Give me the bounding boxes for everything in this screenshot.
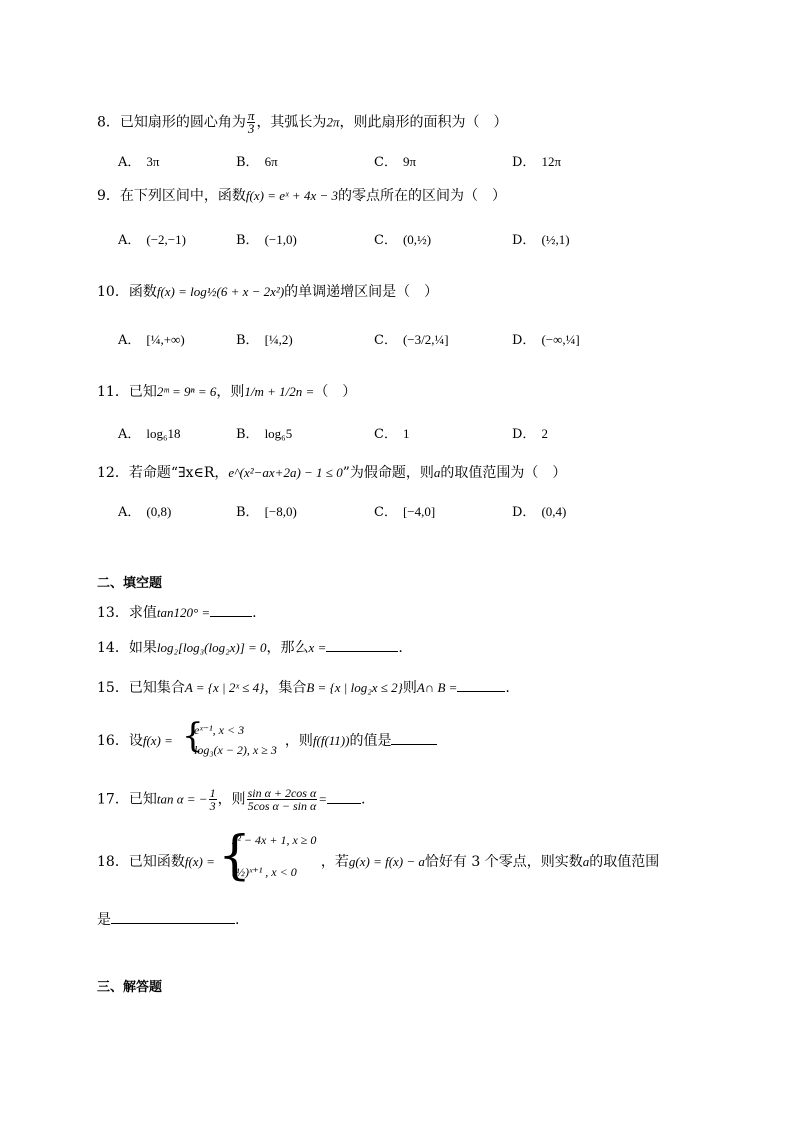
formula: 2ᵐ = 9ⁿ = 6 xyxy=(156,384,217,399)
question-text: 的值是 xyxy=(349,733,392,749)
option-value: log₆5 xyxy=(264,426,293,441)
question-8 xyxy=(97,110,507,135)
option-value: (0,4) xyxy=(541,504,567,519)
question-text: 如果 xyxy=(128,640,157,656)
question-text: ，则 xyxy=(216,384,245,400)
question-18-continued xyxy=(97,910,239,930)
question-text: ，其弧长为 xyxy=(256,114,327,131)
option-d xyxy=(512,502,566,523)
option-label: A． xyxy=(118,233,141,248)
formula: tan α = − xyxy=(156,791,208,807)
option-value: (0,½) xyxy=(402,232,432,247)
question-text: 在下列区间中，函数 xyxy=(119,188,246,204)
option-value: [¼,+∞) xyxy=(146,332,185,347)
formula: log₂[log₃(log₂x)] = 0 xyxy=(156,640,267,655)
option-value: [−4,0] xyxy=(402,504,436,519)
question-number: 17． xyxy=(97,791,129,808)
option-d xyxy=(512,330,580,351)
brace-icon: { xyxy=(182,716,204,756)
question-text: 是 xyxy=(97,912,111,928)
question-number: 16． xyxy=(97,733,129,749)
question-text: 的单调递增区间是（ ） xyxy=(284,284,439,300)
option-value: 1 xyxy=(402,426,410,441)
fraction-denominator: 3 xyxy=(209,799,216,813)
option-label: C． xyxy=(374,427,397,442)
variable: a xyxy=(582,854,590,869)
question-number: 18． xyxy=(97,854,129,870)
question-text: ，则此扇形的面积为（ ） xyxy=(339,114,508,131)
question-18 xyxy=(97,852,659,872)
question-text: 已知 xyxy=(128,384,157,400)
option-value: 6π xyxy=(264,154,278,169)
question-number: 13． xyxy=(97,605,129,621)
question-17 xyxy=(97,787,366,812)
question-text: ，集合 xyxy=(264,680,307,696)
option-c xyxy=(374,152,416,173)
question-text: 则 xyxy=(402,680,417,696)
fraction xyxy=(209,787,217,812)
answer-blank xyxy=(210,604,252,617)
option-value: (0,8) xyxy=(146,504,172,519)
question-number: 15． xyxy=(97,680,129,696)
question-text: 已知集合 xyxy=(128,680,185,696)
question-14 xyxy=(97,638,403,658)
option-value: [−8,0) xyxy=(264,504,297,519)
question-number: 8． xyxy=(97,114,120,131)
question-text: 求值 xyxy=(128,605,157,621)
option-label: C． xyxy=(374,333,397,348)
option-a xyxy=(118,230,186,251)
question-12 xyxy=(97,463,566,483)
option-label: D． xyxy=(512,427,536,442)
formula: A∩ B = xyxy=(416,680,458,695)
section-heading: 二、填空题 xyxy=(97,576,163,591)
question-10 xyxy=(97,282,438,302)
option-label: A． xyxy=(118,333,141,348)
question-text: 设 xyxy=(128,733,143,749)
option-label: B． xyxy=(236,155,259,170)
answer-blank xyxy=(327,791,361,804)
period: . xyxy=(252,605,257,621)
option-value: (−1,0) xyxy=(264,232,297,247)
answer-blank xyxy=(391,732,437,745)
question-number: 14． xyxy=(97,640,129,656)
option-b xyxy=(236,152,278,173)
option-value: [¼,2) xyxy=(264,332,293,347)
option-a xyxy=(118,502,171,523)
brace-icon: { xyxy=(218,826,252,886)
option-c xyxy=(374,502,435,523)
option-label: C． xyxy=(374,505,397,520)
period: . xyxy=(361,791,366,808)
period: . xyxy=(398,640,403,656)
option-value: log₆18 xyxy=(146,426,181,441)
fraction-numerator: 1 xyxy=(209,786,216,800)
question-text: 的取值范围为（ ） xyxy=(440,465,567,481)
question-text: ”为假命题，则 xyxy=(342,465,434,481)
question-text: 恰好有 3 个零点，则实数 xyxy=(424,854,583,870)
formula: 1/m + 1/2n = xyxy=(244,384,315,399)
piecewise-case: x² − 4x + 1, x ≥ 0 xyxy=(232,833,317,847)
question-text: 若命题“∃x∈R， xyxy=(128,465,229,481)
option-c xyxy=(374,230,431,251)
option-c xyxy=(374,424,409,445)
option-label: B． xyxy=(236,233,259,248)
option-a xyxy=(118,152,159,173)
question-text: 已知 xyxy=(128,791,157,808)
option-d xyxy=(512,230,570,251)
option-d xyxy=(512,152,561,173)
question-text: ，若 xyxy=(320,854,349,870)
fraction-denominator: 5cos α − sin α xyxy=(247,799,317,813)
fraction xyxy=(247,110,256,135)
question-15 xyxy=(97,678,510,698)
option-b xyxy=(236,230,297,251)
formula: 2π xyxy=(326,114,340,130)
formula: B = {x | log₂x ≤ 2} xyxy=(306,680,403,695)
option-value: (−∞,¼] xyxy=(541,332,580,347)
option-label: C． xyxy=(374,155,397,170)
equals-sign: = xyxy=(318,791,328,807)
question-9 xyxy=(97,186,506,206)
option-b xyxy=(236,330,293,351)
fraction-numerator: π xyxy=(247,108,255,123)
answer-blank xyxy=(457,679,505,692)
option-value: 9π xyxy=(402,154,417,169)
formula: f(x) = xyxy=(184,854,215,869)
option-label: A． xyxy=(118,155,141,170)
formula: tan120° = xyxy=(156,605,211,620)
option-value: (−3/2,¼] xyxy=(402,332,449,347)
option-label: A． xyxy=(118,505,141,520)
option-value: (½,1) xyxy=(541,232,570,247)
section-heading: 三、解答题 xyxy=(97,980,163,995)
fraction-numerator: sin α + 2cos α xyxy=(247,786,317,800)
formula: f(x) = xyxy=(142,733,173,748)
question-number: 11． xyxy=(97,384,129,400)
option-b xyxy=(236,424,292,445)
option-value: (−2,−1) xyxy=(146,232,186,247)
option-a xyxy=(118,330,185,351)
option-label: D． xyxy=(512,155,536,170)
question-text: ，则 xyxy=(217,791,246,808)
option-label: D． xyxy=(512,333,536,348)
piecewise-case: eˣ⁻¹, x < 3 xyxy=(194,723,245,737)
formula: g(x) = f(x) − a xyxy=(348,854,425,869)
option-label: B． xyxy=(236,333,259,348)
option-b xyxy=(236,502,297,523)
option-c xyxy=(374,330,449,351)
question-text: （ ） xyxy=(314,384,357,400)
question-text: 已知函数 xyxy=(128,854,185,870)
question-13 xyxy=(97,603,257,623)
formula: f(f(11)) xyxy=(312,733,350,748)
option-a xyxy=(118,424,181,445)
formula: A = {x | 2ˣ ≤ 4} xyxy=(184,680,265,695)
option-d xyxy=(512,424,548,445)
option-label: B． xyxy=(236,505,259,520)
period: . xyxy=(505,680,510,696)
piecewise-case: (½)ˣ⁺¹ , x < 0 xyxy=(232,865,297,879)
question-number: 12． xyxy=(97,465,129,481)
formula: f(x) = eˣ + 4x − 3 xyxy=(245,188,338,203)
variable: a xyxy=(433,465,441,480)
formula: e^(x²−ax+2a) − 1 ≤ 0 xyxy=(228,465,343,480)
piecewise-case: log₃(x − 2), x ≥ 3 xyxy=(194,743,277,757)
option-label: D． xyxy=(512,233,536,248)
fraction xyxy=(247,787,318,812)
option-label: B． xyxy=(236,427,259,442)
formula: f(x) = log½(6 + x − 2x²) xyxy=(156,284,285,299)
option-value: 3π xyxy=(146,154,160,169)
option-value: 12π xyxy=(541,154,562,169)
question-text: ，那么 xyxy=(266,640,309,656)
option-label: C． xyxy=(374,233,397,248)
question-11 xyxy=(97,382,356,402)
option-value: 2 xyxy=(541,426,548,441)
question-text: 的取值范围 xyxy=(589,854,660,870)
question-number: 9． xyxy=(97,188,120,204)
period: . xyxy=(235,912,240,928)
answer-blank xyxy=(326,639,398,652)
question-text: 函数 xyxy=(128,284,157,300)
formula: x = xyxy=(308,640,327,655)
fraction-denominator: 3 xyxy=(247,121,255,136)
question-text: ，则 xyxy=(284,733,313,749)
option-label: A． xyxy=(118,427,141,442)
answer-blank xyxy=(111,911,235,924)
question-text: 的零点所在的区间为（ ） xyxy=(338,188,506,204)
question-number: 10． xyxy=(97,284,129,300)
question-text: 已知扇形的圆心角为 xyxy=(119,114,246,131)
option-label: D． xyxy=(512,505,536,520)
